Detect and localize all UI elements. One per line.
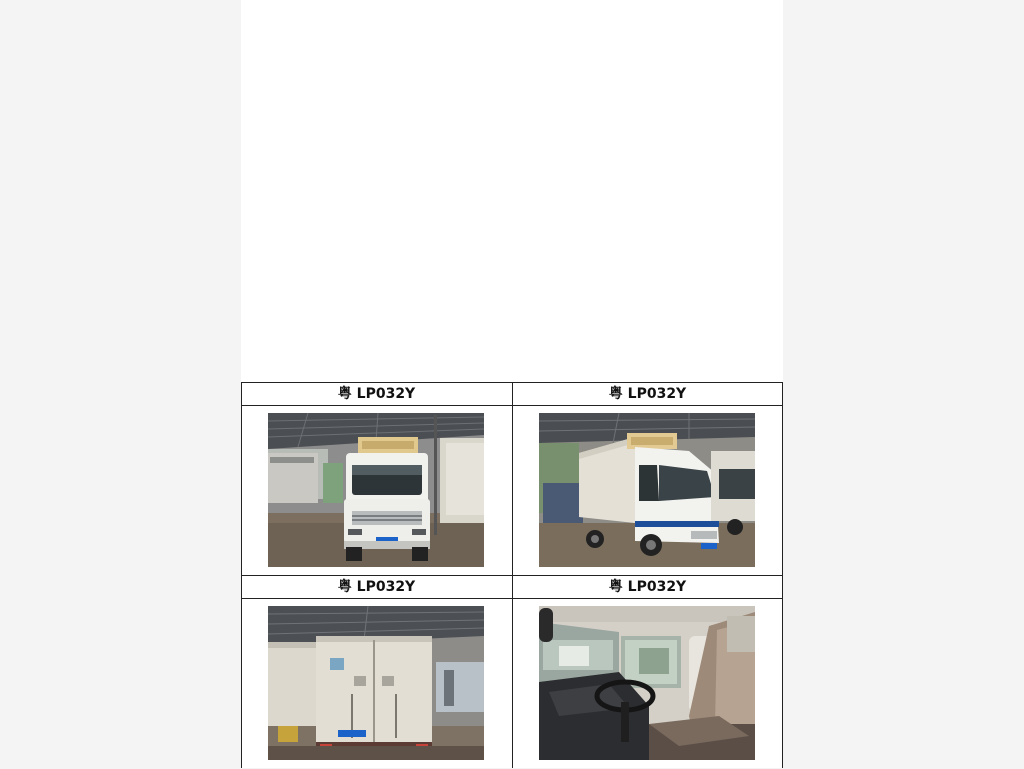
document-page xyxy=(241,0,783,768)
truck-rear-photo xyxy=(268,606,484,760)
truck-side-photo xyxy=(539,413,755,567)
photo-cell-front-right xyxy=(512,383,783,576)
cab-interior-photo xyxy=(539,606,755,760)
photo-caption: 粤 LP032Y xyxy=(241,576,512,599)
photo-cell-front xyxy=(241,383,512,576)
photo-caption: 粤 LP032Y xyxy=(512,576,783,599)
truck-front-photo xyxy=(268,413,484,567)
photo-cell-rear xyxy=(241,576,512,769)
photo-caption: 粤 LP032Y xyxy=(241,383,512,406)
photo-cell-interior xyxy=(512,576,783,769)
photo-grid xyxy=(241,382,783,768)
photo-caption: 粤 LP032Y xyxy=(512,383,783,406)
